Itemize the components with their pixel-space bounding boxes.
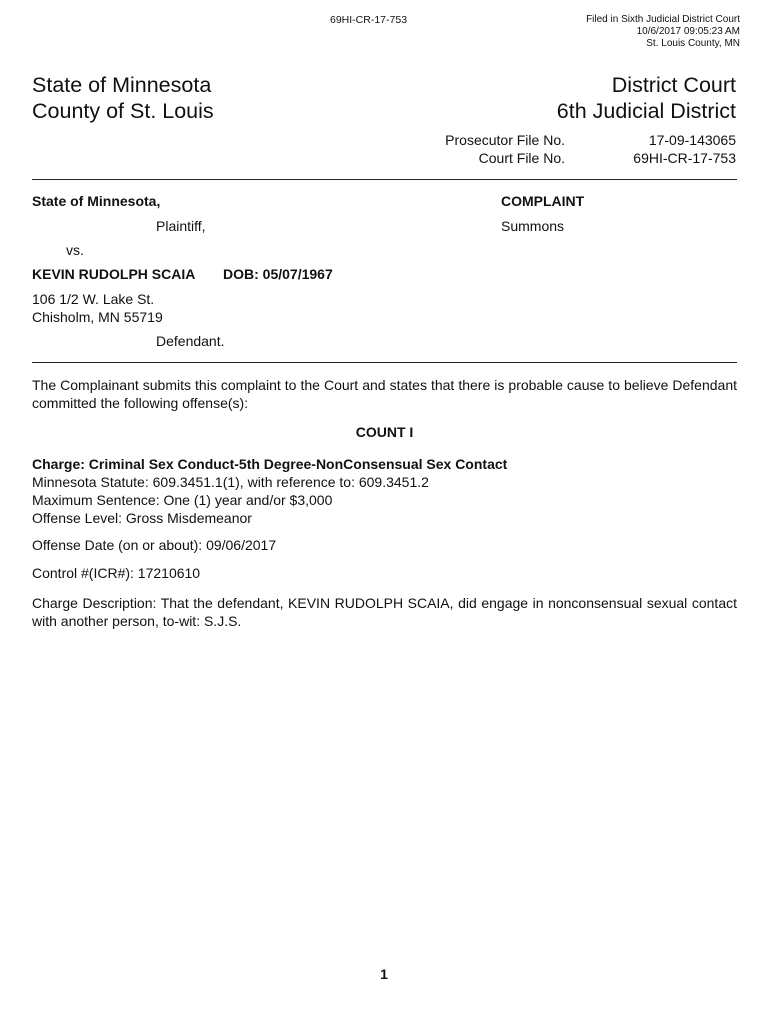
divider-bottom — [32, 362, 737, 363]
statute-line: Minnesota Statute: 609.3451.1(1), with reference to: 609.3451.2 — [32, 474, 429, 490]
court-name: District Court — [611, 73, 736, 97]
jurisdiction-block — [32, 72, 214, 124]
court-file-label: Court File No. — [478, 150, 565, 166]
plaintiff-role: Plaintiff, — [156, 218, 206, 234]
filed-court-line: Filed in Sixth Judicial District Court — [586, 14, 740, 25]
intro-paragraph: The Complainant submits this complaint to the Court and states that there is probable cause to believe Defendant committed the following offense(s): — [32, 377, 737, 411]
address-street: 106 1/2 W. Lake St. — [32, 291, 155, 307]
count-title: COUNT I — [355, 424, 414, 440]
filed-timestamp: 10/6/2017 09:05:23 AM — [636, 26, 740, 37]
offense-date: Offense Date (on or about): 09/06/2017 — [32, 537, 277, 553]
prosecutor-file-label: Prosecutor File No. — [445, 132, 565, 148]
filing-stamp — [586, 14, 740, 50]
case-number-header: 69HI-CR-17-753 — [330, 14, 408, 26]
offense-level-line: Offense Level: Gross Misdemeanor — [32, 510, 252, 526]
versus-label: vs. — [66, 242, 84, 258]
max-sentence-line: Maximum Sentence: One (1) year and/or $3,000 — [32, 492, 333, 508]
charge-title: Charge: Criminal Sex Conduct-5th Degree-NonConsensual Sex Contact — [32, 456, 508, 472]
document-type: COMPLAINT — [501, 193, 585, 209]
court-block — [557, 72, 736, 124]
defendant-role: Defendant. — [156, 333, 225, 349]
defendant-address — [32, 290, 163, 326]
charge-description: Charge Description: That the defendant, KEVIN RUDOLPH SCAIA, did engage in nonconsensual sexual contact with another person, to-wit: S.J.S. — [32, 595, 737, 629]
defendant-dob: DOB: 05/07/1967 — [223, 266, 333, 282]
divider-top — [32, 179, 737, 180]
control-number: Control #(ICR#): 17210610 — [32, 565, 201, 581]
file-number-values — [633, 131, 736, 167]
page-number: 1 — [380, 966, 388, 982]
file-number-labels — [445, 131, 565, 167]
address-city: Chisholm, MN 55719 — [32, 309, 163, 325]
document-subtype: Summons — [501, 218, 565, 234]
prosecutor-file-value: 17-09-143065 — [648, 132, 736, 148]
state-name: State of Minnesota — [32, 73, 212, 97]
county-name: County of St. Louis — [32, 99, 214, 123]
charge-details — [32, 455, 507, 527]
court-file-value: 69HI-CR-17-753 — [633, 150, 736, 166]
district-name: 6th Judicial District — [556, 99, 736, 123]
defendant-name: KEVIN RUDOLPH SCAIA — [32, 266, 196, 282]
filed-county: St. Louis County, MN — [646, 38, 740, 49]
plaintiff-name: State of Minnesota, — [32, 193, 161, 209]
